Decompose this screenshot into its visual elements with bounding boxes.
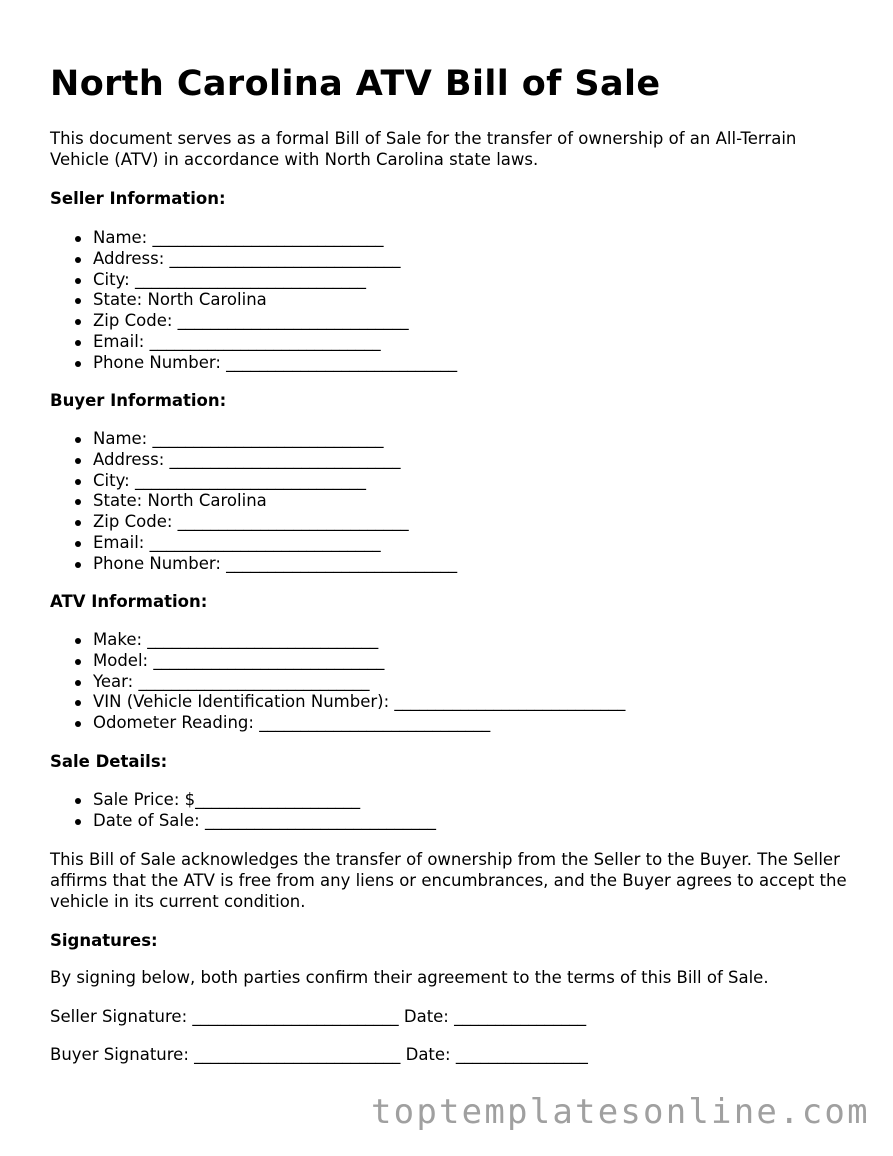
seller-email-field: Email: ____________________________ [93, 332, 457, 353]
sale-price-field: Sale Price: $____________________ [93, 790, 436, 811]
seller-zip-field: Zip Code: ____________________________ [93, 311, 457, 332]
buyer-address-field: Address: ____________________________ [93, 450, 457, 471]
seller-state-field: State: North Carolina [93, 290, 457, 311]
atv-odometer-field: Odometer Reading: ____________________________ [93, 713, 625, 734]
buyer-signature-line: Buyer Signature: _________________________ Date: ________________ [50, 1045, 588, 1064]
buyer-fields-list [50, 429, 457, 575]
atv-model-field: Model: ____________________________ [93, 651, 625, 672]
sale-date-field: Date of Sale: ____________________________ [93, 810, 436, 830]
atv-vin-field: VIN (Vehicle Identification Number): ____________________________ [93, 692, 626, 712]
intro-paragraph: This document serves as a formal Bill of Sale for the transfer of ownership of an All-Terrain Vehicle (ATV) in accordance with North Carolina state laws. [50, 129, 797, 169]
seller-signature-line: Seller Signature: _________________________ Date: ________________ [50, 1007, 587, 1026]
document-title: North Carolina ATV Bill of Sale [50, 64, 661, 104]
atv-heading: ATV Information: [50, 592, 208, 611]
atv-fields-list [50, 630, 625, 734]
buyer-zip-field: Zip Code: ____________________________ [93, 512, 457, 533]
atv-make-field: Make: ____________________________ [93, 630, 625, 651]
atv-year-field: Year: ____________________________ [93, 672, 625, 693]
buyer-email-field: Email: ____________________________ [93, 533, 457, 554]
seller-heading: Seller Information: [50, 189, 226, 208]
seller-city-field: City: ____________________________ [93, 270, 457, 291]
signatures-heading: Signatures: [50, 931, 158, 950]
buyer-heading: Buyer Information: [50, 391, 227, 410]
buyer-name-field: Name: ____________________________ [93, 429, 457, 450]
sale-fields-list [50, 790, 436, 832]
signatures-statement: By signing below, both parties confirm their agreement to the terms of this Bill of Sale. [50, 968, 769, 987]
sale-heading: Sale Details: [50, 752, 168, 771]
buyer-phone-field: Phone Number: ____________________________ [93, 553, 458, 573]
seller-phone-field: Phone Number: ____________________________ [93, 352, 458, 372]
seller-name-field: Name: ____________________________ [93, 228, 457, 249]
site-watermark: toptemplatesonline.com [371, 1092, 870, 1132]
buyer-city-field: City: ____________________________ [93, 471, 457, 492]
buyer-state-field: State: North Carolina [93, 491, 457, 512]
seller-fields-list [50, 228, 457, 374]
acknowledgment-paragraph: This Bill of Sale acknowledges the transfer of ownership from the Seller to the Buyer. The Seller affirms that the ATV is free from any liens or encumbrances, and the Buyer agrees to accept the vehicle in its current condition. [50, 850, 847, 911]
seller-address-field: Address: ____________________________ [93, 249, 457, 270]
